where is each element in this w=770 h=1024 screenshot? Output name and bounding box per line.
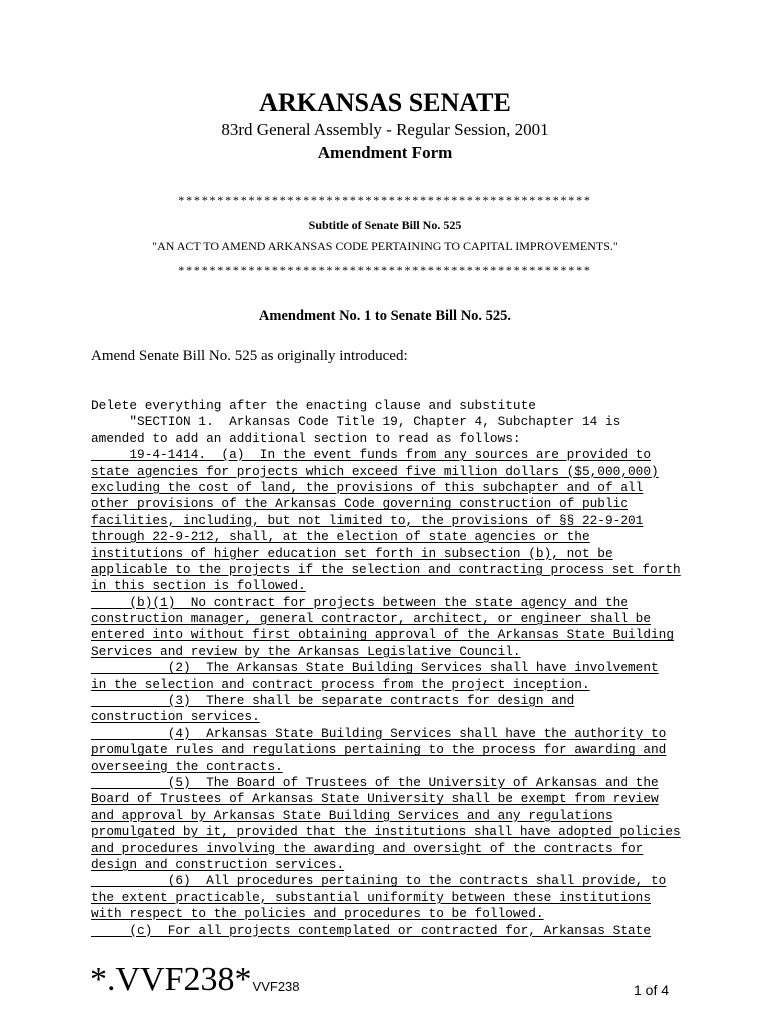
bill-subtitle-label: Subtitle of Senate Bill No. 525 [308,218,462,232]
document-title: ARKANSAS SENATE [259,88,511,117]
body-line: entered into without first obtaining approval of the Arkansas State Building [91,627,675,643]
session-line: 83rd General Assembly - Regular Session, 2001 [221,120,549,139]
body-line: applicable to the projects if the selection and contracting process set forth [91,561,681,577]
body-line: in this section is followed. [91,578,306,594]
amendment-intro: Amend Senate Bill No. 525 as originally introduced: [91,348,408,364]
body-line: Services and review by the Arkansas Legislative Council. [91,643,521,659]
body-line: amended to add an additional section to read as follows: [91,430,521,446]
body-line: "SECTION 1. Arkansas Code Title 19, Chapter 4, Subchapter 14 is [91,414,621,430]
star-divider-bottom: ***************************************************** [178,263,592,277]
body-line: (5) The Board of Trustees of the University of Arkansas and the [91,774,659,790]
body-line: promulgated by it, provided that the institutions shall have adopted policies [91,824,681,840]
form-name: Amendment Form [317,143,453,162]
document-code [90,961,300,999]
body-line: Board of Trustees of Arkansas State University shall be exempt from review [91,791,659,807]
body-line: and procedures involving the awarding and oversight of the contracts for [91,840,644,856]
body-line: construction manager, general contractor, architect, or engineer shall be [91,611,652,627]
body-line: excluding the cost of land, the provisions of this subchapter and of all [91,479,644,495]
act-name: "AN ACT TO AMEND ARKANSAS CODE PERTAINING TO CAPITAL IMPROVEMENTS." [152,239,618,253]
body-line: in the selection and contract process from the project inception. [91,676,590,692]
body-line: construction services. [91,709,260,725]
body-line: through 22-9-212, shall, at the election of state agencies or the [91,529,590,545]
body-line: Delete everything after the enacting clause and substitute [91,398,536,413]
body-line: overseeing the contracts. [91,758,283,774]
star-divider-top: ***************************************************** [178,193,592,207]
body-line: and approval by Arkansas State Building Services and any regulations [91,807,613,823]
body-line: institutions of higher education set forth in subsection (b), not be [91,545,613,561]
body-line: (c) For all projects contemplated or contracted for, Arkansas State [91,922,652,938]
body-line: state agencies for projects which exceed five million dollars ($5,000,000) [91,463,659,479]
body-line: the extent practicable, substantial uniformity between these institutions [91,889,652,905]
body-line: with respect to the policies and procedures to be followed. [91,906,544,922]
body-line: (6) All procedures pertaining to the contracts shall provide, to [91,873,667,889]
body-line: facilities, including, but not limited to, the provisions of §§ 22-9-201 [91,512,644,528]
body-line: (3) There shall be separate contracts for design and [91,693,575,709]
page-number: 1 of 4 [634,982,670,998]
amendment-heading: Amendment No. 1 to Senate Bill No. 525. [258,308,512,324]
document-code-main: *.VVF238* [90,961,252,998]
body-line: design and construction services. [91,856,345,872]
body-line: (b)(1) No contract for projects between the state agency and the [91,594,628,610]
body-line: other provisions of the Arkansas Code governing construction of public [91,496,628,512]
amendment-body [91,398,691,939]
body-line: (2) The Arkansas State Building Services shall have involvement [91,660,659,676]
body-line: (4) Arkansas State Building Services shall have the authority to [91,725,667,741]
body-line: 19-4-1414. (a) In the event funds from any sources are provided to [91,447,652,463]
body-line: promulgate rules and regulations pertaining to the process for awarding and [91,742,667,758]
document-code-small: VVF238 [252,979,300,994]
